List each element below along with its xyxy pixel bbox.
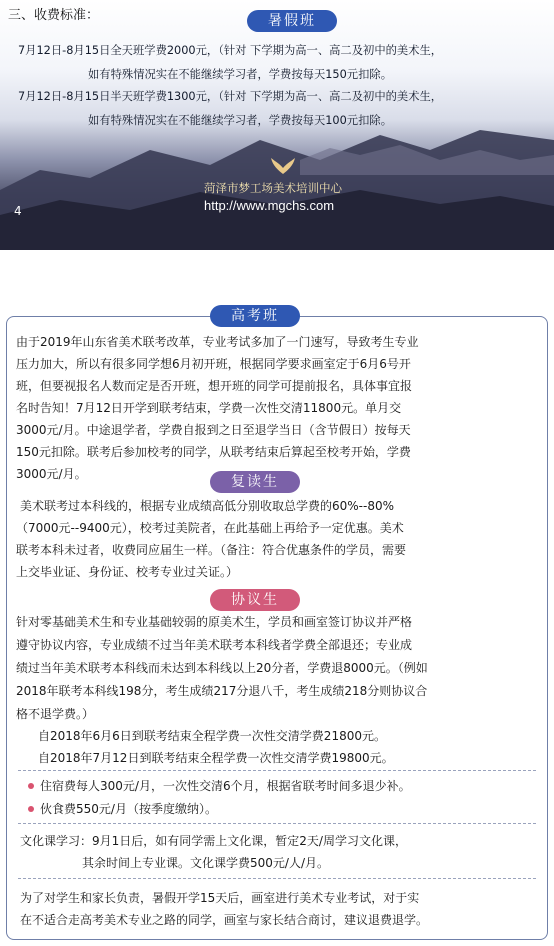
gaokao-line: 名时告知！7月12日开学到联考结束，学费一次性交清11800元。单月交	[16, 401, 402, 415]
xieyi-line: 针对零基础美术生和专业基础较弱的原美术生，学员和画室签订协议并严格	[16, 615, 413, 629]
gaokao-line: 3000元/月。中途退学者，学费自报到之日至退学当日（含节假日）按每天	[16, 423, 411, 437]
xieyi-line: 绩过当年美术联考本科线而未达到本科线以上20分者，学费退8000元。（例如	[16, 661, 428, 675]
divider	[18, 878, 536, 879]
section-title: 三、收费标准：	[8, 8, 100, 23]
xieyi-line: 自2018年6月6日到联考结束全程学费一次性交清学费21800元。	[38, 729, 386, 743]
summer-fee-line: 7月12日-8月15日全天班学费2000元，（针对 下学期为高一、高二及初中的美术生，	[18, 44, 443, 57]
fee-item: 住宿费每人300元/月，一次性交清6个月，根据省联考时间多退少补。	[40, 779, 411, 793]
gaokao-line: 班，但要视报名人数而定是否开班，想开班的同学可提前报名，具体事宜报	[16, 379, 413, 393]
divider	[18, 770, 536, 771]
divider	[18, 823, 536, 824]
gaokao-line: 压力加大，所以有很多同学想6月初开班，根据同学要求画室定于6月6号开	[16, 357, 411, 371]
fee-item: 伙食费550元/月（按季度缴纳）。	[40, 802, 217, 816]
note-line: 为了对学生和家长负责，暑假开学15天后，画室进行美术专业考试，对于实	[20, 891, 420, 905]
gaokao-line: 3000元/月。	[16, 467, 87, 481]
org-name: 菏泽市梦工场美术培训中心	[204, 181, 342, 195]
fudu-line: 上交毕业证、身份证、校考专业过关证。）	[16, 565, 239, 579]
xieyi-line: 2018年联考本科线198分，考生成绩217分退八千，考生成绩218分则协议合	[16, 684, 428, 698]
gaokao-class-tag: 高考班	[210, 305, 300, 327]
page-number: 4	[14, 204, 22, 218]
summer-banner	[0, 0, 554, 250]
summer-fee-line: 7月12日-8月15日半天班学费1300元，（针对 下学期为高一、高二及初中的美术生，	[18, 90, 443, 103]
xieyi-line: 格不退学费。）	[16, 707, 95, 721]
xieyi-tag: 协议生	[210, 589, 300, 611]
fudu-line: 美术联考过本科线的，根据专业成绩高低分别收取总学费的60%--80%	[20, 499, 395, 513]
website-url: http://www.mgchs.com	[204, 198, 335, 213]
summer-fee-line: 如有特殊情况实在不能继续学习者，学费按每天150元扣除。	[88, 68, 392, 81]
bullet-icon	[28, 783, 34, 789]
fudu-line: 联考本科未过者，收费同应届生一样。（备注：符合优惠条件的学员，需要	[16, 543, 407, 557]
summer-fee-line: 如有特殊情况实在不能继续学习者，学费按每天100元扣除。	[88, 114, 392, 127]
gaokao-line: 由于2019年山东省美术联考改革，专业考试多加了一门速写，导致考生专业	[16, 335, 419, 349]
xieyi-line: 自2018年7月12日到联考结束全程学费一次性交清学费19800元。	[38, 751, 394, 765]
gaokao-line: 150元扣除。联考后参加校考的同学，从联考结束后算起至校考开始，学费	[16, 445, 411, 459]
summer-class-tag: 暑假班	[247, 10, 337, 32]
culture-line: 文化课学习：9月1日后，如有同学需上文化课，暂定2天/周学习文化课，	[20, 834, 407, 848]
bullet-icon	[28, 806, 34, 812]
fudu-line: （7000元--9400元），校考过美院者，在此基础上再给予一定优惠。美术	[16, 521, 404, 535]
culture-line: 其余时间上专业课。文化课学费500元/人/月。	[82, 856, 329, 870]
xieyi-line: 遵守协议内容，专业成绩不过当年美术联考本科线者学费全部退还；专业成	[16, 638, 413, 652]
wings-logo-icon	[270, 156, 296, 176]
note-line: 在不适合走高考美术专业之路的同学，画室与家长结合商讨，建议退费退学。	[20, 913, 429, 927]
fudu-tag: 复读生	[210, 471, 300, 493]
